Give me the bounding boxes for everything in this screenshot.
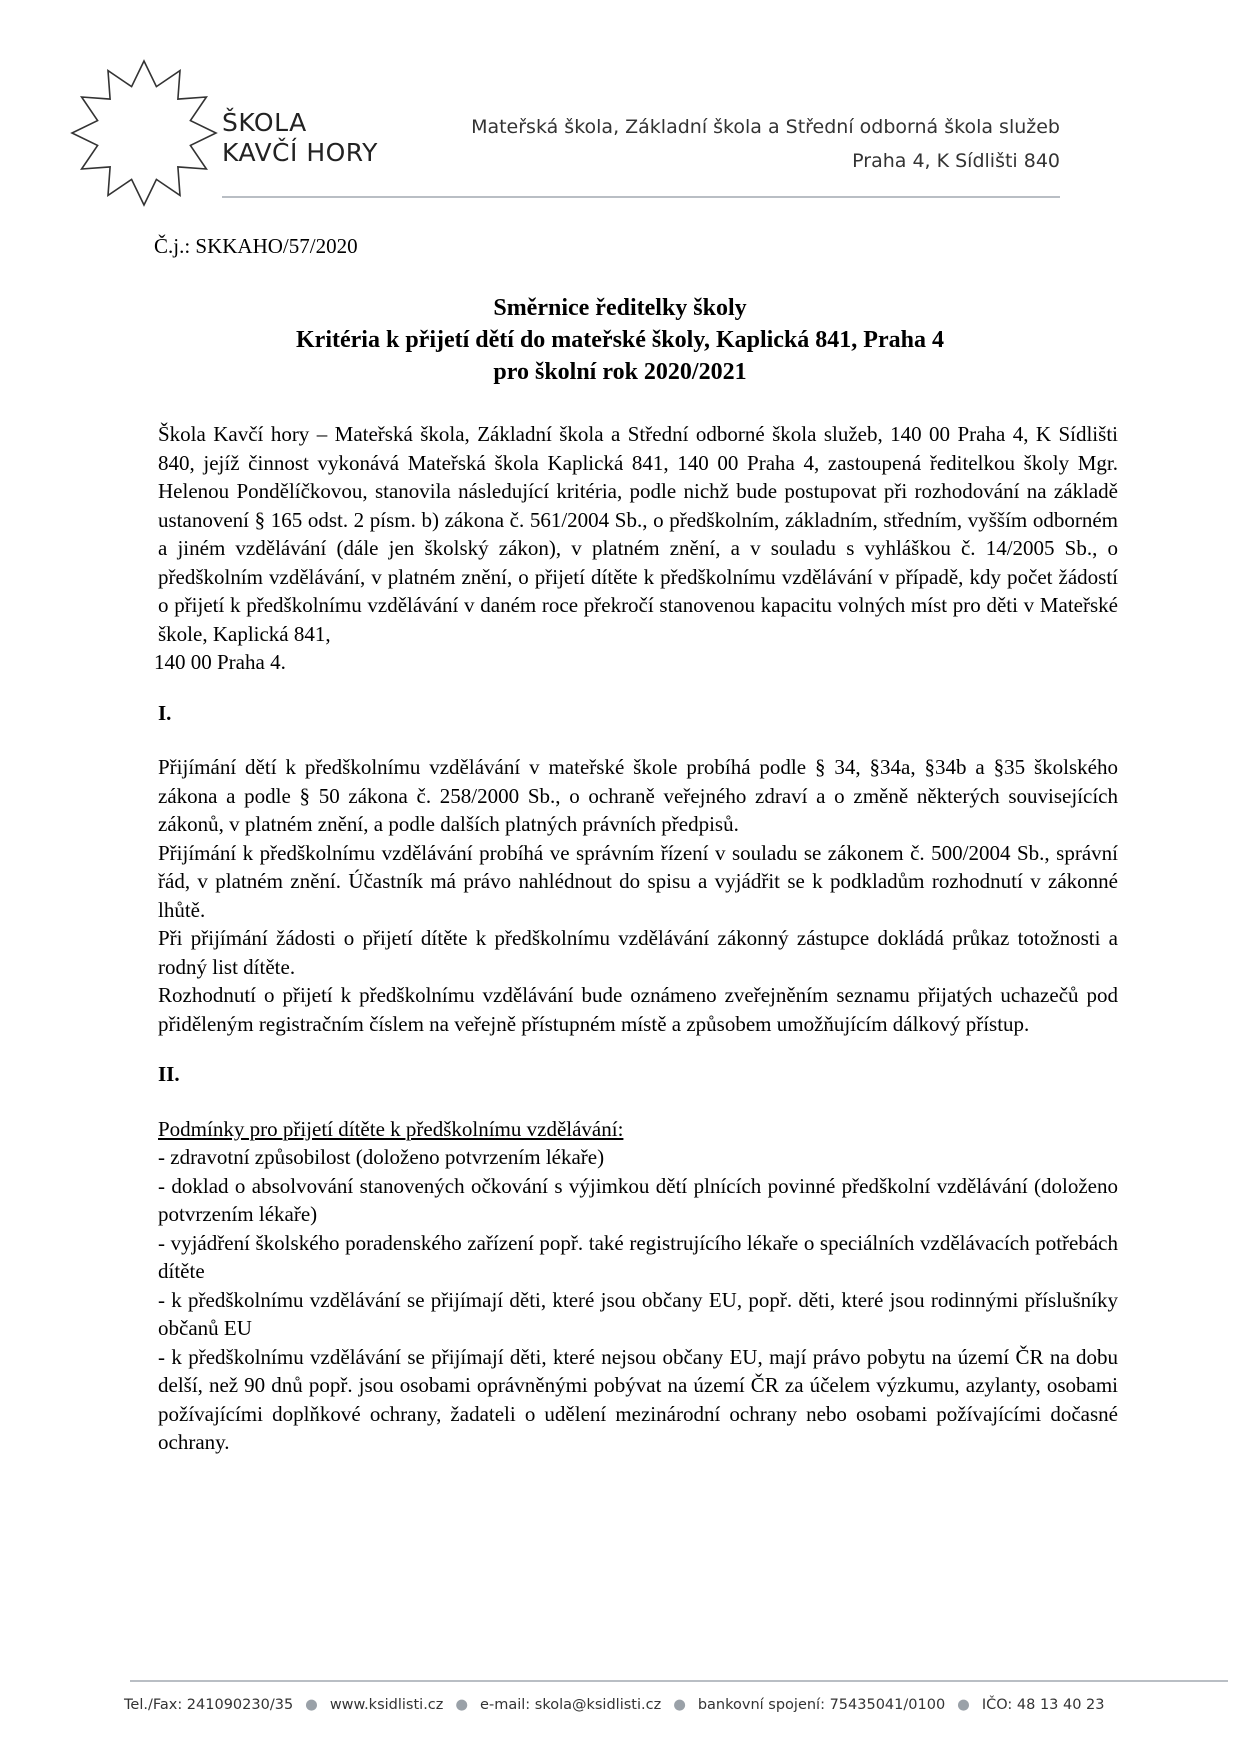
section-heading-2: II. bbox=[158, 1062, 180, 1086]
intro-last-line: 140 00 Praha 4. bbox=[154, 650, 286, 674]
bullet-icon: ● bbox=[673, 1697, 686, 1713]
conditions-heading: Podmínky pro přijetí dítěte k předškolnímu vzdělávání: bbox=[158, 1116, 624, 1141]
footer-divider bbox=[130, 1680, 1228, 1682]
school-address: Praha 4, K Sídlišti 840 bbox=[852, 150, 1060, 172]
title-line-2: Kritéria k přijetí dětí do mateřské školy, Kaplická 841, Praha 4 bbox=[296, 327, 944, 353]
logo-wordmark bbox=[222, 108, 378, 168]
school-name: Mateřská škola, Základní škola a Střední odborná škola služeb bbox=[471, 116, 1060, 138]
condition-item: - k předškolnímu vzdělávání se přijímají děti, které nejsou občany EU, mají právo pobytu na území ČR na dobu delší, než 90 dnů popř. jsou osobami oprávněnými pobývat na území ČR za účelem výzkumu, azylanty, osobami požívajícími doplňkové ochrany, žadateli o udělení mezinárodní ochrany nebo osobami požívajícími dočasné ochrany. bbox=[158, 1344, 1118, 1454]
section1-paragraph-4: Rozhodnutí o přijetí k předškolnímu vzdělávání bude oznámeno zveřejněním seznamu přijatých uchazečů pod přiděleným registračním číslem na veřejně přístupném místě a způsobem umožňujícím dálkový přístup. bbox=[158, 983, 1118, 1036]
condition-item: - doklad o absolvování stanovených očkování s výjimkou dětí plnících povinné předškolní vzdělávání (doloženo potvrzením lékaře) bbox=[158, 1173, 1118, 1226]
header-divider bbox=[222, 196, 1060, 198]
section1-paragraph-2: Přijímání k předškolnímu vzdělávání probíhá ve správním řízení v souladu se zákonem č. 500/2004 Sb., správní řád, v platném znění. Účastník má právo nahlédnout do spisu a vyjádřit se k podkladům rozhodnutí v zákonné lhůtě. bbox=[158, 840, 1118, 922]
condition-item: - zdravotní způsobilost (doloženo potvrzením lékaře) bbox=[158, 1145, 605, 1169]
school-logo-star bbox=[70, 58, 218, 208]
title-line-1: Směrnice ředitelky školy bbox=[493, 295, 747, 321]
intro-paragraph: Škola Kavčí hory – Mateřská škola, Základní škola a Střední odborné škola služeb, 140 00 Praha 4, K Sídlišti 840, jejíž činnost vykonává Mateřská škola Kaplická 841, 140 00 Praha 4, zastoupená ředitelkou školy Mgr. Helenou Pondělíčkovou, stanovila následující kritéria, podle nichž bude postupovat při rozhodování na základě ustanovení § 165 odst. 2 písm. b) zákona č. 561/2004 Sb., o předškolním, základním, středním, vyšším odborném a jiném vzdělávání (dále jen školský zákon), v platném znění, a v souladu s vyhláškou č. 14/2005 Sb., o předškolním vzdělávání, v platném znění, o přijetí dítěte k předškolnímu vzdělávání v případě, kdy počet žádostí o přijetí k předškolnímu vzdělávání v daném roce překročí stanovenou kapacitu volných míst pro děti v Mateřské škole, Kaplická 841, bbox=[158, 422, 1118, 646]
footer-email: e-mail: skola@ksidlisti.cz bbox=[480, 1697, 662, 1713]
bullet-icon: ● bbox=[957, 1697, 970, 1713]
bullet-icon: ● bbox=[455, 1697, 469, 1713]
document-title bbox=[0, 292, 1240, 388]
bullet-icon: ● bbox=[305, 1697, 318, 1713]
section1-paragraph-1: Přijímání dětí k předškolnímu vzdělávání v mateřské škole probíhá podle § 34, §34a, §34b a §35 školského zákona a podle § 50 zákona č. 258/2000 Sb., o ochraně veřejného zdraví a o změně některých souvisejících zákonů, v platném znění, a podle dalších platných právních předpisů. bbox=[158, 755, 1118, 836]
reference-number: Č.j.: SKKAHO/57/2020 bbox=[154, 234, 358, 258]
title-line-3: pro školní rok 2020/2021 bbox=[493, 359, 747, 385]
footer-phone: Tel./Fax: 241090230/35 bbox=[124, 1697, 294, 1713]
logo-line-2: KAVČÍ HORY bbox=[222, 138, 378, 167]
condition-item: - k předškolnímu vzdělávání se přijímají děti, které jsou občany EU, popř. děti, které jsou rodinnými příslušníky občanů EU bbox=[158, 1287, 1118, 1340]
section1-paragraph-3: Při přijímání žádosti o přijetí dítěte k předškolnímu vzdělávání zákonný zástupce dokládá průkaz totožnosti a rodný list dítěte. bbox=[158, 926, 1118, 979]
footer-contacts bbox=[124, 1697, 1224, 1713]
condition-item: - vyjádření školského poradenského zařízení popř. také registrujícího lékaře o speciálních vzdělávacích potřebách dítěte bbox=[158, 1230, 1118, 1283]
logo-line-1: ŠKOLA bbox=[222, 108, 307, 137]
section-heading-1: I. bbox=[158, 700, 172, 725]
footer-ico: IČO: 48 13 40 23 bbox=[981, 1697, 1105, 1713]
footer-bank: bankovní spojení: 75435041/0100 bbox=[697, 1697, 946, 1713]
footer-web: www.ksidlisti.cz bbox=[329, 1697, 444, 1713]
document-body bbox=[154, 420, 1118, 1457]
